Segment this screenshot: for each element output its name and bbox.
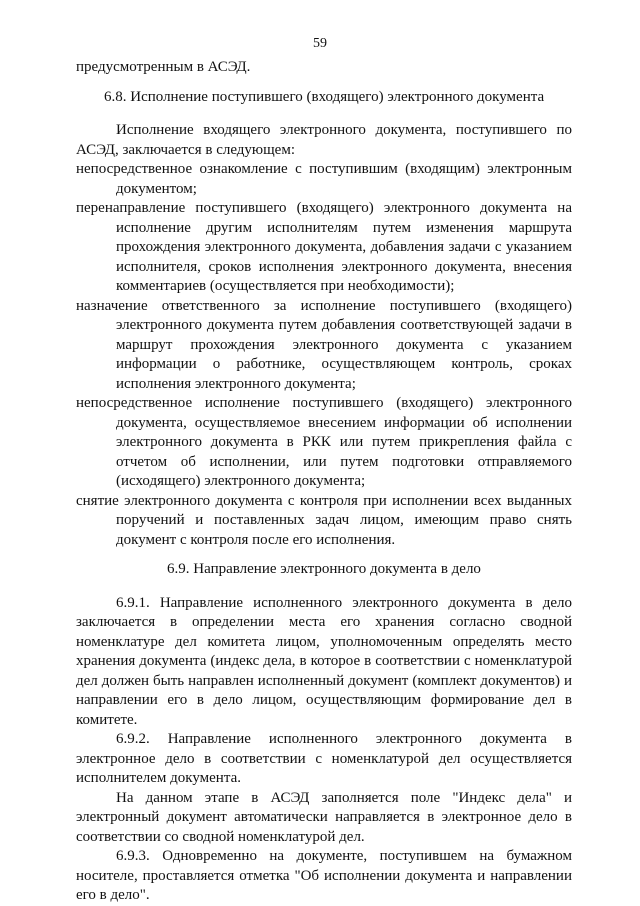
paragraph-6-9-3: 6.9.3. Одновременно на документе, поступившем на бумажном носителе, проставляется отметка "Об исполнении документа и направлении его в дело". <box>76 848 572 903</box>
list-item: непосредственное ознакомление с поступившим (входящим) электронным документом; <box>76 161 572 197</box>
continuation-line: предусмотренным в АСЭД. <box>76 59 251 75</box>
spacer <box>76 550 572 560</box>
page-body <box>76 58 572 906</box>
paragraph-6-9-1: 6.9.1. Направление исполненного электронного документа в дело заключается в определении места его хранения согласно сводной номенклатуре дел комитета лицом, уполномоченным определять место хранения документа (индекс дела, в которое в соответствии с номенклатурой дел должен быть направлен исполненный документ (комплект документов) и направлении его в дело лицом, осуществляющим формирование дел в комитете. <box>76 594 572 728</box>
spacer <box>76 580 572 594</box>
section-heading-6-8: 6.8. Исполнение поступившего (входящего) электронного документа <box>104 88 545 105</box>
section-heading-6-9: 6.9. Направление электронного документа в дело <box>167 561 481 577</box>
page-number: 59 <box>313 36 327 51</box>
paragraph-ased-index: На данном этапе в АСЭД заполняется поле "Индекс дела" и электронный документ автоматически направляется в электронное дело в соответствии со сводной номенклатурой дел. <box>76 789 572 845</box>
list-item: непосредственное исполнение поступившего (входящего) электронного документа, осуществляемое внесением информации об исполнении электронного документа в РКК или путем прикрепления файла с отчетом об исполнении, или путем подготовки отправляемого (исходящего) электронного документа; <box>76 395 572 489</box>
paragraph-6-9-2: 6.9.2. Направление исполненного электронного документа в электронное дело в соответствии с номенклатурой дел осуществляется исполнителем документа. <box>76 731 572 786</box>
spacer <box>76 107 572 121</box>
spacer <box>76 78 572 88</box>
list-item: назначение ответственного за исполнение поступившего (входящего) электронного документа путем добавления соответствующей задачи в маршрут прохождения электронного документа с указанием информации о работнике, осуществляющем контроль, сроках исполнения электронного документа; <box>76 297 572 392</box>
list-item: снятие электронного документа с контроля при исполнении всех выданных поручений и поставленных задач лицом, имеющим право снять документ с контроля после его исполнения. <box>76 492 572 548</box>
section-6-8-lead: Исполнение входящего электронного документа, поступившего по АСЭД, заключается в следующем: <box>76 122 572 158</box>
list-item: перенаправление поступившего (входящего) электронного документа на исполнение другим исполнителям путем изменения маршрута прохождения электронного документа, добавления задачи с указанием исполнителя, сроков исполнения электронного документа, внесения комментариев (осуществляется при необходимости); <box>76 200 572 294</box>
